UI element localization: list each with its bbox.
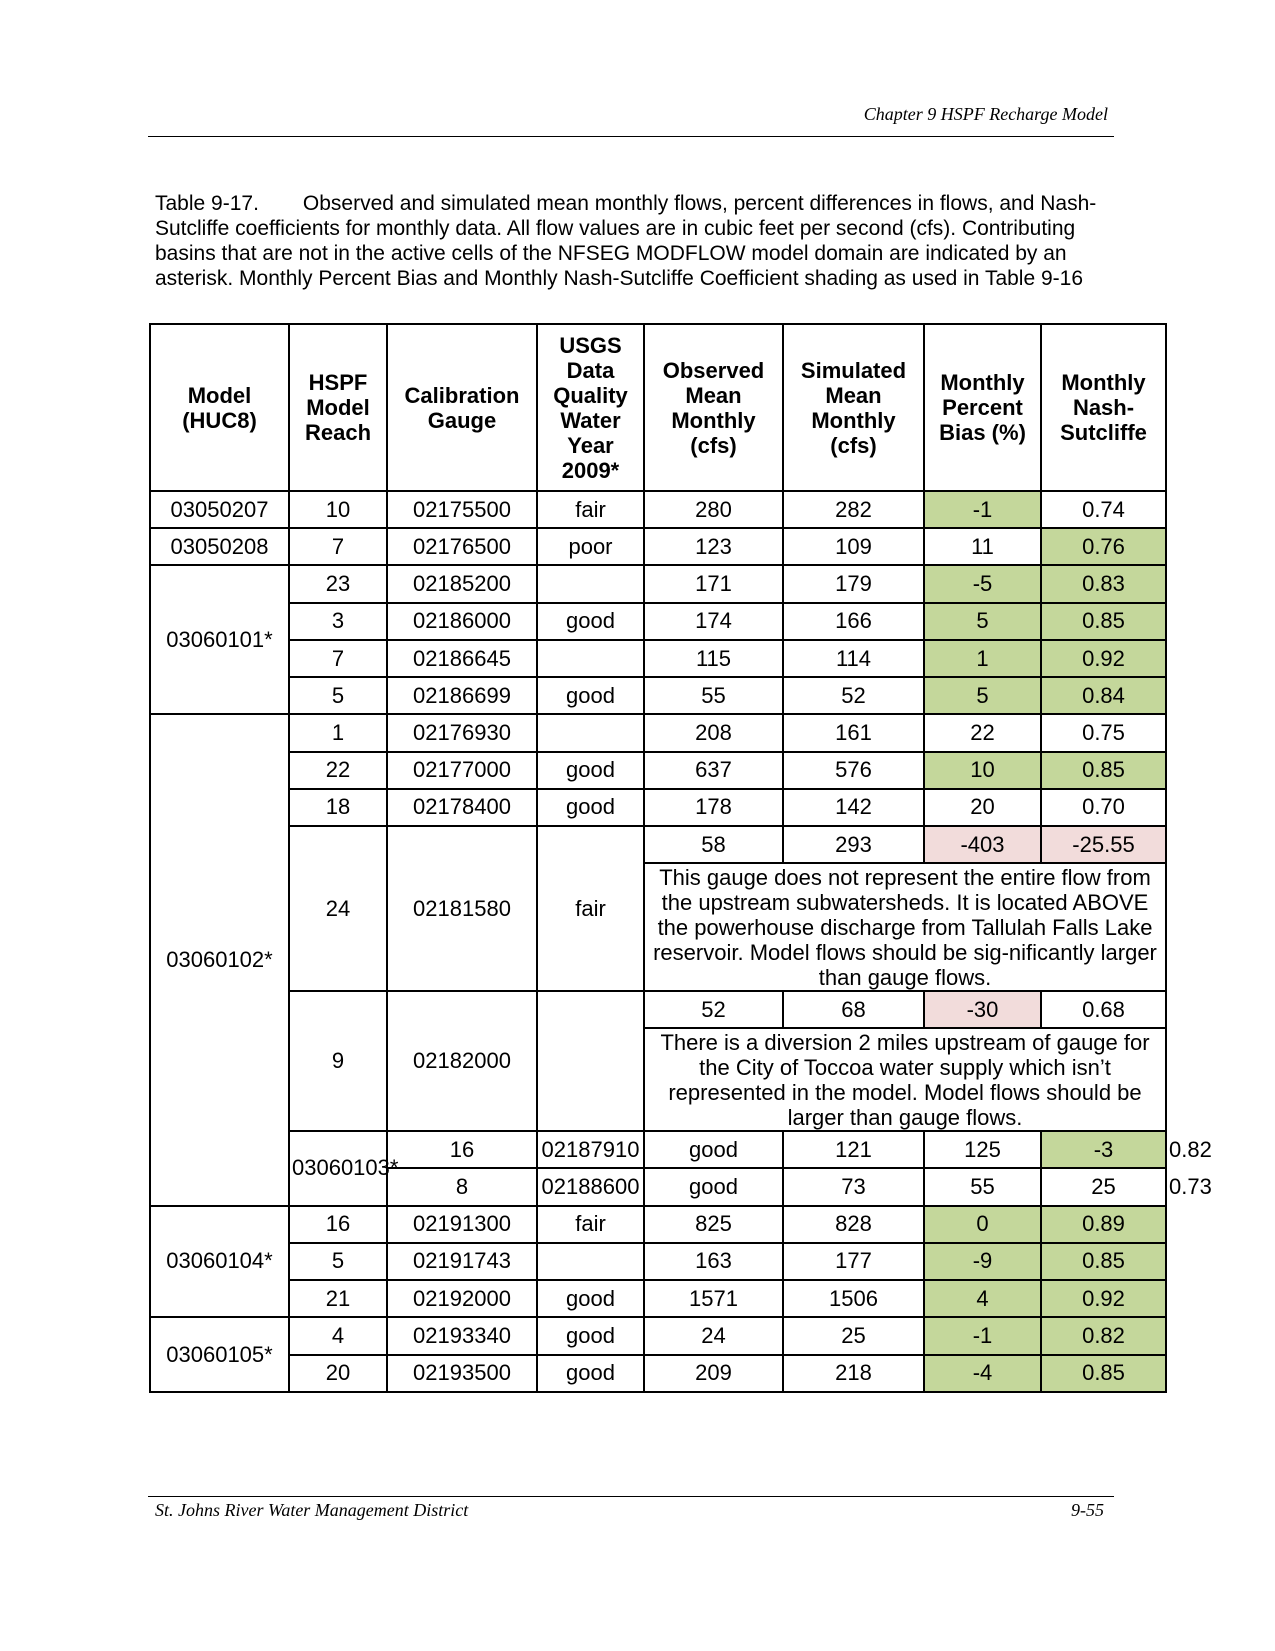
observed-cell: 163 [644, 1243, 783, 1280]
bias-cell: -30 [924, 991, 1041, 1028]
table-row [150, 491, 1166, 528]
bias-cell: 0 [924, 1206, 1041, 1243]
table-row [150, 640, 1166, 677]
gauge-cell: 02192000 [387, 1280, 537, 1317]
bias-cell: -4 [924, 1355, 1041, 1393]
quality-cell: good [537, 603, 644, 640]
table-row [150, 528, 1166, 565]
footer-organization: St. Johns River Water Management District [155, 1500, 469, 1520]
gauge-cell: 02181580 [387, 826, 537, 991]
bias-cell: 25 [1041, 1168, 1166, 1205]
huc-cell: 03060104* [150, 1206, 289, 1318]
bias-cell: 22 [924, 714, 1041, 751]
header-row [150, 324, 1166, 491]
huc-cell: 03060101* [150, 565, 289, 714]
reach-cell: 5 [289, 1243, 387, 1280]
huc-cell: 03050208 [150, 528, 289, 565]
nse-cell: 0.85 [1041, 1355, 1166, 1393]
quality-cell: fair [537, 1206, 644, 1243]
quality-cell: good [644, 1168, 783, 1205]
simulated-cell: 179 [783, 565, 924, 602]
observed-cell: 123 [644, 528, 783, 565]
quality-cell [537, 1243, 644, 1280]
huc-cell: 03060103* [289, 1131, 387, 1205]
nse-cell: 0.85 [1041, 603, 1166, 640]
bias-cell: 10 [924, 752, 1041, 789]
quality-cell: poor [537, 528, 644, 565]
observed-cell: 825 [644, 1206, 783, 1243]
col-header-nse: Monthly Nash-Sutcliffe [1041, 324, 1166, 491]
gauge-cell: 02191743 [387, 1243, 537, 1280]
observed-cell: 55 [644, 677, 783, 714]
simulated-cell: 218 [783, 1355, 924, 1393]
simulated-cell: 114 [783, 640, 924, 677]
simulated-cell: 55 [924, 1168, 1041, 1205]
col-header-observed: Observed Mean Monthly (cfs) [644, 324, 783, 491]
table-row [150, 1317, 1166, 1354]
simulated-cell: 25 [783, 1317, 924, 1354]
reach-cell: 23 [289, 565, 387, 602]
simulated-cell: 1506 [783, 1280, 924, 1317]
caption-text: Observed and simulated mean monthly flows, percent differences in flows, and Nash-Sutcliffe coefficients for monthly data. All flow values are in cubic feet per second (cfs). Contributing basins that are not in the active cells of the NFSEG MODFLOW model domain are indicated by an asterisk. Monthly Percent Bias and Monthly Nash-Sutcliffe Coefficient shading as used in Table 9-16 [155, 192, 1097, 290]
gauge-cell: 02188600 [537, 1168, 644, 1205]
gauge-cell: 02177000 [387, 752, 537, 789]
quality-cell: fair [537, 826, 644, 991]
table-caption [155, 191, 1120, 291]
observed-cell: 637 [644, 752, 783, 789]
nse-cell: 0.85 [1041, 752, 1166, 789]
reach-cell: 20 [289, 1355, 387, 1393]
reach-cell: 1 [289, 714, 387, 751]
quality-cell: good [537, 789, 644, 826]
reach-cell: 7 [289, 640, 387, 677]
simulated-cell: 166 [783, 603, 924, 640]
simulated-cell: 125 [924, 1131, 1041, 1168]
page-number: 9-55 [1071, 1500, 1104, 1520]
col-header-gauge: Calibration Gauge [387, 324, 537, 491]
gauge-cell: 02185200 [387, 565, 537, 602]
observed-cell: 121 [783, 1131, 924, 1168]
observed-cell: 174 [644, 603, 783, 640]
gauge-cell: 02187910 [537, 1131, 644, 1168]
bias-cell: 5 [924, 677, 1041, 714]
bias-cell: 11 [924, 528, 1041, 565]
simulated-cell: 293 [783, 826, 924, 863]
table-row [150, 714, 1166, 751]
reach-cell: 16 [289, 1206, 387, 1243]
reach-cell: 10 [289, 491, 387, 528]
gauge-cell: 02186000 [387, 603, 537, 640]
quality-cell [537, 714, 644, 751]
observed-cell: 171 [644, 565, 783, 602]
table-row [150, 677, 1166, 714]
gauge-cell: 02193340 [387, 1317, 537, 1354]
quality-cell [537, 640, 644, 677]
col-header-huc: Model (HUC8) [150, 324, 289, 491]
table-row [150, 991, 1166, 1028]
observed-cell: 58 [644, 826, 783, 863]
nse-cell: 0.92 [1041, 1280, 1166, 1317]
quality-cell: good [537, 1317, 644, 1354]
bias-cell: 4 [924, 1280, 1041, 1317]
gauge-cell: 02178400 [387, 789, 537, 826]
gauge-note: This gauge does not represent the entire flow from the upstream subwatersheds. It is located ABOVE the powerhouse discharge from Tallulah Falls Lake reservoir. Model flows should be sig-nificantly larger than gauge flows. [644, 863, 1166, 991]
simulated-cell: 109 [783, 528, 924, 565]
reach-cell: 8 [387, 1168, 537, 1205]
gauge-cell: 02175500 [387, 491, 537, 528]
bias-cell: -403 [924, 826, 1041, 863]
header-rule [148, 136, 1114, 137]
nse-cell: 0.85 [1041, 1243, 1166, 1280]
col-header-simulated: Simulated Mean Monthly (cfs) [783, 324, 924, 491]
reach-cell: 24 [289, 826, 387, 991]
nse-cell: 0.82 [1041, 1317, 1166, 1354]
flow-statistics-table [149, 323, 1212, 1393]
huc-cell: 03050207 [150, 491, 289, 528]
reach-cell: 7 [289, 528, 387, 565]
quality-cell: fair [537, 491, 644, 528]
nse-cell: 0.92 [1041, 640, 1166, 677]
observed-cell: 208 [644, 714, 783, 751]
simulated-cell: 828 [783, 1206, 924, 1243]
observed-cell: 178 [644, 789, 783, 826]
observed-cell: 209 [644, 1355, 783, 1393]
simulated-cell: 576 [783, 752, 924, 789]
bias-cell: -1 [924, 1317, 1041, 1354]
bias-cell: 1 [924, 640, 1041, 677]
col-header-reach: HSPF Model Reach [289, 324, 387, 491]
table-row: 03060103* 16 02187910 good 121 125 -3 0.82 [150, 1131, 1166, 1168]
gauge-cell: 02182000 [387, 991, 537, 1131]
table-row [150, 603, 1166, 640]
gauge-cell: 02193500 [387, 1355, 537, 1393]
observed-cell: 115 [644, 640, 783, 677]
huc-cell: 03060105* [150, 1317, 289, 1392]
quality-cell: good [644, 1131, 783, 1168]
table-row [150, 1206, 1166, 1243]
table-row [150, 826, 1166, 863]
bias-cell: -9 [924, 1243, 1041, 1280]
simulated-cell: 68 [783, 991, 924, 1028]
table-row [150, 752, 1166, 789]
table-row [150, 1243, 1166, 1280]
footer-rule [148, 1496, 1114, 1497]
observed-cell: 24 [644, 1317, 783, 1354]
reach-cell: 3 [289, 603, 387, 640]
simulated-cell: 282 [783, 491, 924, 528]
bias-cell: 20 [924, 789, 1041, 826]
col-header-bias: Monthly Percent Bias (%) [924, 324, 1041, 491]
running-head: Chapter 9 HSPF Recharge Model [863, 104, 1108, 124]
gauge-cell: 02176930 [387, 714, 537, 751]
observed-cell: 280 [644, 491, 783, 528]
quality-cell: good [537, 1355, 644, 1393]
nse-cell: 0.75 [1041, 714, 1166, 751]
bias-cell: 5 [924, 603, 1041, 640]
quality-cell [537, 991, 644, 1131]
observed-cell: 1571 [644, 1280, 783, 1317]
reach-cell: 21 [289, 1280, 387, 1317]
simulated-cell: 161 [783, 714, 924, 751]
simulated-cell: 177 [783, 1243, 924, 1280]
observed-cell: 52 [644, 991, 783, 1028]
reach-cell: 9 [289, 991, 387, 1131]
col-header-quality: USGS Data Quality Water Year 2009* [537, 324, 644, 491]
reach-cell: 16 [387, 1131, 537, 1168]
quality-cell [537, 565, 644, 602]
table-row [150, 1280, 1166, 1317]
reach-cell: 18 [289, 789, 387, 826]
nse-cell: -25.55 [1041, 826, 1166, 863]
quality-cell: good [537, 1280, 644, 1317]
bias-cell: -1 [924, 491, 1041, 528]
quality-cell: good [537, 752, 644, 789]
nse-cell: 0.74 [1041, 491, 1166, 528]
huc-cell: 03060102* [150, 714, 289, 1205]
observed-cell: 73 [783, 1168, 924, 1205]
table-row [150, 789, 1166, 826]
caption-label: Table 9-17. [155, 192, 259, 215]
table-row: 8 02188600 good 73 55 25 0.73 [150, 1168, 1166, 1205]
bias-cell: -5 [924, 565, 1041, 602]
gauge-cell: 02186699 [387, 677, 537, 714]
table-row [150, 1355, 1166, 1393]
table-row [150, 565, 1166, 602]
nse-cell: 0.83 [1041, 565, 1166, 602]
gauge-cell: 02191300 [387, 1206, 537, 1243]
nse-cell: 0.68 [1041, 991, 1166, 1028]
simulated-cell: 142 [783, 789, 924, 826]
reach-cell: 5 [289, 677, 387, 714]
simulated-cell: 52 [783, 677, 924, 714]
quality-cell: good [537, 677, 644, 714]
reach-cell: 4 [289, 1317, 387, 1354]
bias-cell: -3 [1041, 1131, 1166, 1168]
gauge-cell: 02176500 [387, 528, 537, 565]
gauge-cell: 02186645 [387, 640, 537, 677]
nse-cell: 0.89 [1041, 1206, 1166, 1243]
nse-cell: 0.76 [1041, 528, 1166, 565]
nse-cell: 0.70 [1041, 789, 1166, 826]
nse-cell: 0.84 [1041, 677, 1166, 714]
reach-cell: 22 [289, 752, 387, 789]
gauge-note: There is a diversion 2 miles upstream of gauge for the City of Toccoa water supply which isn’t represented in the model. Model flows should be larger than gauge flows. [644, 1028, 1166, 1131]
